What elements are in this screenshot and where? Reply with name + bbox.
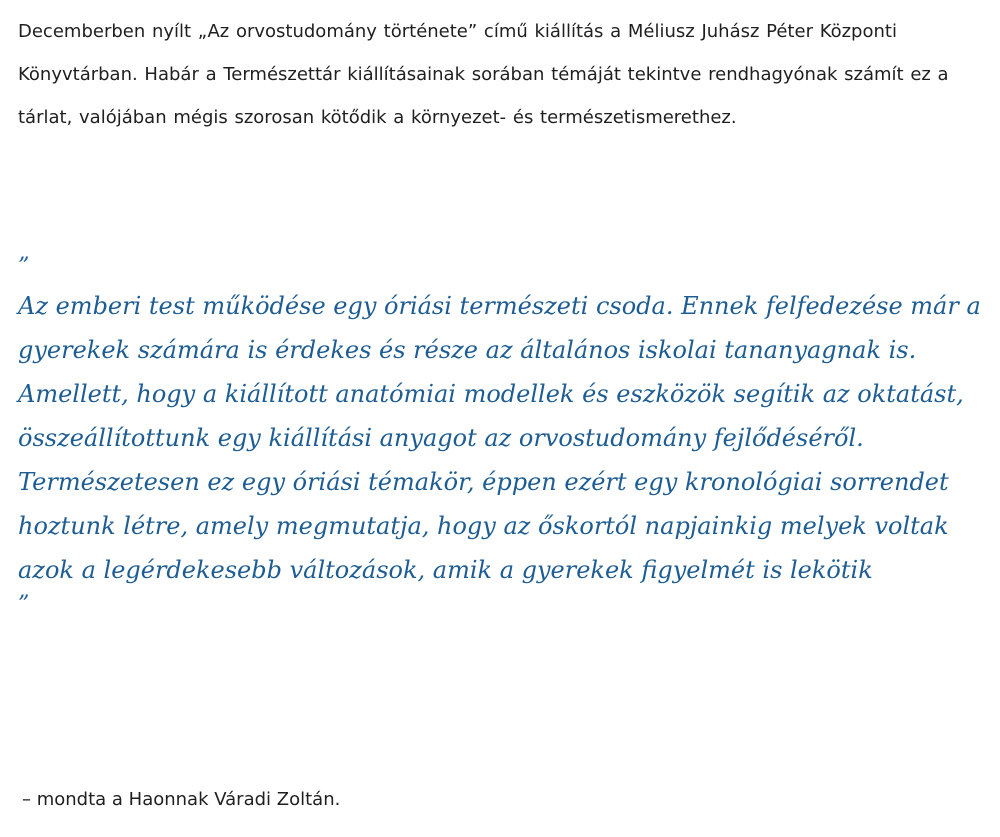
quote-close-mark: ”	[18, 592, 30, 617]
quote-text: Az emberi test működése egy óriási természeti csoda. Ennek felfedezése már a gyerekek számára is érdekes és része az általános iskolai tananyagnak is. Amellett, hogy a kiállított anatómiai modellek és eszközök segítik az oktatást, összeállítottunk egy kiállítási anyagot az orvostudomány fejlődéséről. Természetesen ez egy óriási témakör, éppen ezért egy kronológiai sorrendet hoztunk létre, amely megmutatja, hogy az őskortól napjainkig melyek voltak azok a legérdekesebb változások, amik a gyerekek figyelmét is lekötik	[18, 292, 981, 584]
article-body	[18, 0, 982, 139]
lead-paragraph: Decemberben nyílt „Az orvostudomány története” című kiállítás a Méliusz Juhász Péter Központi Könyvtárban. Habár a Természettár kiállításainak sorában témáját tekintve rendhagyónak számít ez a tárlat, valójában mégis szorosan kötődik a környezet- és természetismerethez.	[18, 21, 949, 128]
quote-attribution: – mondta a Haonnak Váradi Zoltán.	[22, 789, 341, 810]
pull-quote	[18, 256, 982, 616]
quote-open-mark: ”	[18, 254, 30, 279]
